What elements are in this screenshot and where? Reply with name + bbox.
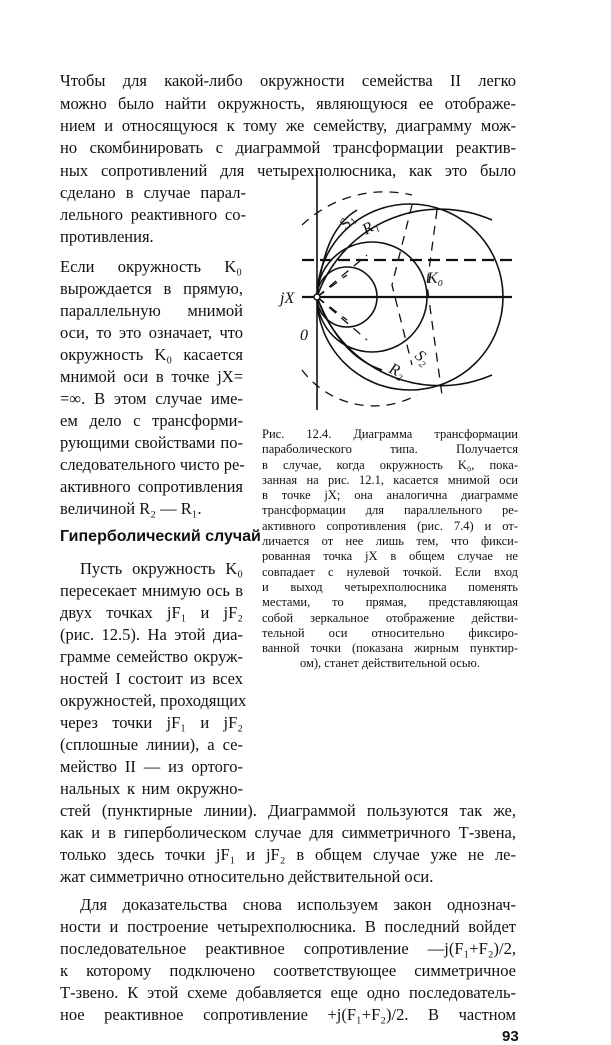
text-line: нием и относящуюся к тому же семейству, диаграмму мож- [60,116,516,135]
text-line: двух точках jF₁ и jF₂ [60,603,243,622]
text-line: мейство II — из ортого- [60,757,243,776]
text-line: Если окружность K₀ [60,257,242,276]
text-line: как и в гиперболическом случае для симметричного Т-звена, [60,823,516,842]
caption-line: рованная точка jX в общем случае не [262,549,518,564]
text-line: нальных к ним окружно- [60,779,243,798]
text-line: ности и построение четырехполюсника. В последний войдет [60,917,516,936]
point-jx [314,294,320,300]
page-number: 93 [502,1028,519,1045]
label-jx: jX [280,290,295,307]
caption-line: в случае, когда окружность K₀, пока- [262,457,518,472]
caption-line: занная на рис. 12.1, касается мнимой оси [262,472,518,487]
text-line: (рис. 12.5). На этой диа- [60,625,243,644]
caption-line: Рис. 12.4. Диаграмма трансформации [262,427,518,441]
text-line: к которому подключено соответствующее симметричное [60,961,516,980]
text-line: последовательное реактивное сопротивление —j(F₁+F₂)/2, [60,939,516,958]
text-line: мнимой оси в точке jX= [60,367,243,386]
text-line: окружностей, проходящих [60,691,247,710]
caption-line: личается от нее лишь тем, что фикси- [262,534,518,549]
caption-line: трансформации для параллельного ре- [262,503,518,518]
text-line: но скомбинировать с диаграммой трансформации реактив- [60,138,516,157]
text-line: можно было найти окружность, являющуюся ее отображе- [60,94,516,113]
label-s1: S₁ [336,211,359,233]
text-line: следовательного чисто ре- [60,455,245,474]
text-line: рующими свойствами по- [60,433,243,452]
text-line: Чтобы для какой-либо окружности семейства II легко [60,71,516,90]
arc-s2 [317,297,382,370]
caption-line: совпадает с нулевой точкой. Если вход [262,564,518,579]
caption-line: собой зеркальное отображение действи- [262,610,518,625]
caption-line: активного сопротивления (рис. 7.4) и от- [262,518,518,533]
text-line: пересекает мнимую ось в [60,581,243,600]
text-line: Пусть окружность K₀ [80,559,243,578]
caption-line: местами, то прямая, представляющая [262,595,518,610]
text-line: (сплошные линии), а се- [60,735,243,754]
text-line: величиной R₂ — R₁. [60,499,202,518]
caption-line: ом), станет действительной осью. [299,656,481,671]
text-line: Т-звено. К этой схеме добавляется еще одно последователь- [60,983,516,1002]
caption-line: в точке jX; она аналогична диаграмме [262,488,518,503]
text-line: ных сопротивлений для четырехполюсника, как это было [60,161,516,180]
text-line: параллельную мнимой [60,301,243,320]
text-line: только здесь точки jF₁ и jF₂ в общем случае уже не ле- [60,845,516,864]
text-line: окружность K₀ касается [60,345,243,364]
figure-caption [262,427,518,672]
caption-line: тельной оси относительно фиксиро- [262,625,518,640]
text-line: стей (пунктирные линии). Диаграммой пользуются так же, [60,801,516,820]
label-r1: R₁ [359,216,382,239]
caption-line: параболического типа. Получается [262,442,518,457]
text-line: лельного реактивного со- [60,205,246,224]
label-k0: K₀ [427,270,444,287]
dashed-circle-3 [427,210,442,395]
label-zero: 0 [300,327,308,344]
text-line: противления. [60,227,154,246]
text-line: грамме семейство окруж- [60,647,243,666]
section-heading: Гиперболический случай [60,528,261,545]
dashed-circle-2 [392,205,412,365]
text-line: ностей I состоит из всех [60,669,243,688]
text-line: сделано в случае парал- [60,183,246,202]
label-s2: S₂ [411,347,433,369]
label-r2: R₂ [386,360,408,383]
text-line: через точки jF₁ и jF₂ [60,713,243,732]
text-line: вырождается в прямую, [60,279,243,298]
text-line: ем дело с трансформи- [60,411,243,430]
text-line: =∞. В этом случае име- [60,389,243,408]
figure-12-4 [262,165,518,420]
caption-line: и выход четырехполюсника поменять [262,579,518,594]
text-line: активного сопротивления [60,477,243,496]
text-line: ное реактивное сопротивление +j(F₁+F₂)/2. В частном [60,1005,516,1024]
text-line: оси, то это означает, что [60,323,243,342]
text-line: Для доказательства снова используем закон однознач- [80,895,516,914]
text-line: жат симметрично относительно действительной оси. [60,867,434,886]
caption-line: ванной точки (показана жирным пунктир- [262,641,518,656]
